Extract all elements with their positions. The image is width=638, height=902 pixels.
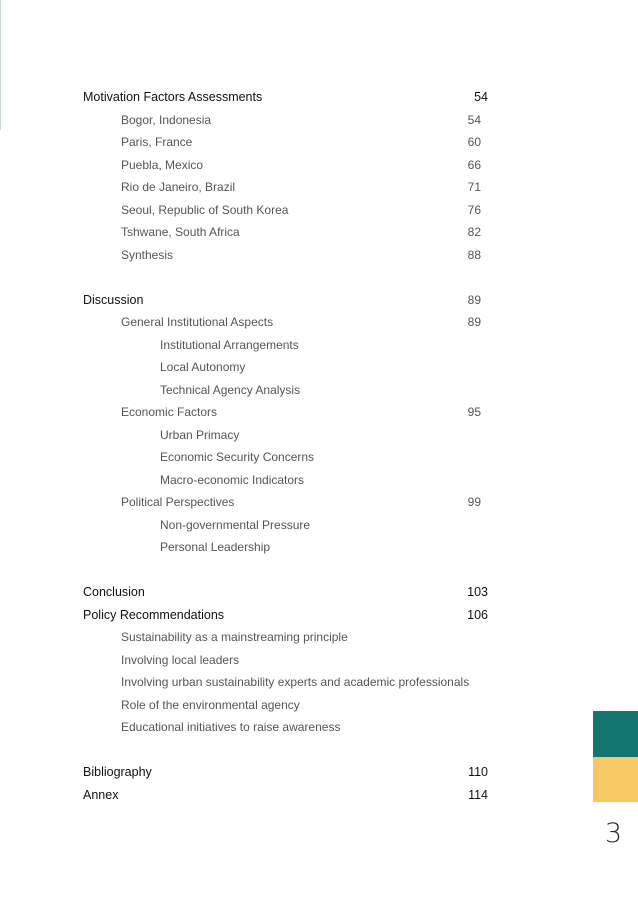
toc-title: Annex bbox=[83, 788, 119, 802]
toc-entry-educational-initiatives[interactable] bbox=[0, 717, 638, 737]
toc-entry-tshwane[interactable] bbox=[0, 222, 638, 242]
toc-title: Educational initiatives to raise awareness bbox=[121, 720, 341, 734]
toc-entry-seoul[interactable] bbox=[0, 200, 638, 220]
toc-title: Rio de Janeiro, Brazil bbox=[121, 180, 236, 194]
toc-title: Bogor, Indonesia bbox=[121, 113, 212, 127]
toc-entry-macro-economic[interactable] bbox=[0, 470, 638, 490]
toc-title: Economic Security Concerns bbox=[160, 450, 315, 464]
toc-title: Technical Agency Analysis bbox=[160, 383, 301, 397]
toc-page: 95 bbox=[467, 405, 481, 419]
toc-page: 106 bbox=[467, 608, 488, 622]
toc-page: 88 bbox=[467, 248, 481, 262]
toc-title: Non-governmental Pressure bbox=[160, 518, 311, 532]
toc-title: Discussion bbox=[83, 293, 144, 307]
toc-entry-motivation-factors[interactable] bbox=[0, 87, 638, 107]
toc-entry-economic-security[interactable] bbox=[0, 447, 638, 467]
toc-entry-puebla[interactable] bbox=[0, 155, 638, 175]
toc-title: Bibliography bbox=[83, 765, 152, 779]
toc-title: General Institutional Aspects bbox=[121, 315, 274, 329]
toc-entry-political-perspectives[interactable] bbox=[0, 492, 638, 512]
toc-entry-local-autonomy[interactable] bbox=[0, 357, 638, 377]
toc-title: Macro-economic Indicators bbox=[160, 473, 305, 487]
toc-entry-environmental-agency[interactable] bbox=[0, 695, 638, 715]
toc-entry-general-institutional[interactable] bbox=[0, 312, 638, 332]
teal-accent-block bbox=[593, 711, 638, 757]
toc-page: 89 bbox=[467, 293, 481, 307]
toc-page: 82 bbox=[467, 225, 481, 239]
toc-page: 60 bbox=[467, 135, 481, 149]
toc-title: Institutional Arrangements bbox=[160, 338, 299, 352]
toc-entry-annex[interactable] bbox=[0, 785, 638, 805]
toc-entry-urban-experts[interactable] bbox=[0, 672, 638, 692]
toc-page: 66 bbox=[467, 158, 481, 172]
toc-entry-paris[interactable] bbox=[0, 132, 638, 152]
toc-entry-local-leaders[interactable] bbox=[0, 650, 638, 670]
page-number: 3 bbox=[604, 818, 622, 849]
toc-title: Sustainability as a mainstreaming principle bbox=[121, 630, 348, 644]
toc-entry-conclusion[interactable] bbox=[0, 582, 638, 602]
toc-page: 54 bbox=[467, 113, 481, 127]
toc-entry-economic-factors[interactable] bbox=[0, 402, 638, 422]
toc-page: 103 bbox=[467, 585, 488, 599]
toc-page: 76 bbox=[467, 203, 481, 217]
toc-entry-bogor[interactable] bbox=[0, 110, 638, 130]
toc-entry-institutional-arrangements[interactable] bbox=[0, 335, 638, 355]
toc-page: 89 bbox=[467, 315, 481, 329]
yellow-accent-block bbox=[593, 757, 638, 802]
toc-entry-non-governmental[interactable] bbox=[0, 515, 638, 535]
toc-title: Personal Leadership bbox=[160, 540, 271, 554]
toc-entry-policy-recommendations[interactable] bbox=[0, 605, 638, 625]
toc-page: 114 bbox=[468, 788, 488, 802]
toc-entry-personal-leadership[interactable] bbox=[0, 537, 638, 557]
toc-title: Puebla, Mexico bbox=[121, 158, 204, 172]
toc-title: Tshwane, South Africa bbox=[121, 225, 240, 239]
toc-title: Urban Primacy bbox=[160, 428, 240, 442]
toc-title: Conclusion bbox=[83, 585, 145, 599]
toc-page: 71 bbox=[467, 180, 481, 194]
toc-title: Motivation Factors Assessments bbox=[83, 90, 263, 104]
toc-entry-sustainability[interactable] bbox=[0, 627, 638, 647]
toc-entry-urban-primacy[interactable] bbox=[0, 425, 638, 445]
toc-title: Policy Recommendations bbox=[83, 608, 225, 622]
toc-title: Political Perspectives bbox=[121, 495, 235, 509]
toc-page: 99 bbox=[467, 495, 481, 509]
toc-title: Paris, France bbox=[121, 135, 193, 149]
toc-title: Seoul, Republic of South Korea bbox=[121, 203, 289, 217]
toc-title: Economic Factors bbox=[121, 405, 218, 419]
toc-title: Involving urban sustainability experts and academic professionals bbox=[121, 675, 470, 689]
toc-entry-bibliography[interactable] bbox=[0, 762, 638, 782]
toc-entry-rio[interactable] bbox=[0, 177, 638, 197]
toc-page: 110 bbox=[468, 765, 488, 779]
toc-entry-technical-agency[interactable] bbox=[0, 380, 638, 400]
toc-title: Involving local leaders bbox=[121, 653, 240, 667]
toc-entry-discussion[interactable] bbox=[0, 290, 638, 310]
toc-entry-synthesis[interactable] bbox=[0, 245, 638, 265]
toc-title: Role of the environmental agency bbox=[121, 698, 300, 712]
toc-title: Local Autonomy bbox=[160, 360, 246, 374]
toc-page: 54 bbox=[474, 90, 488, 104]
toc-title: Synthesis bbox=[121, 248, 174, 262]
